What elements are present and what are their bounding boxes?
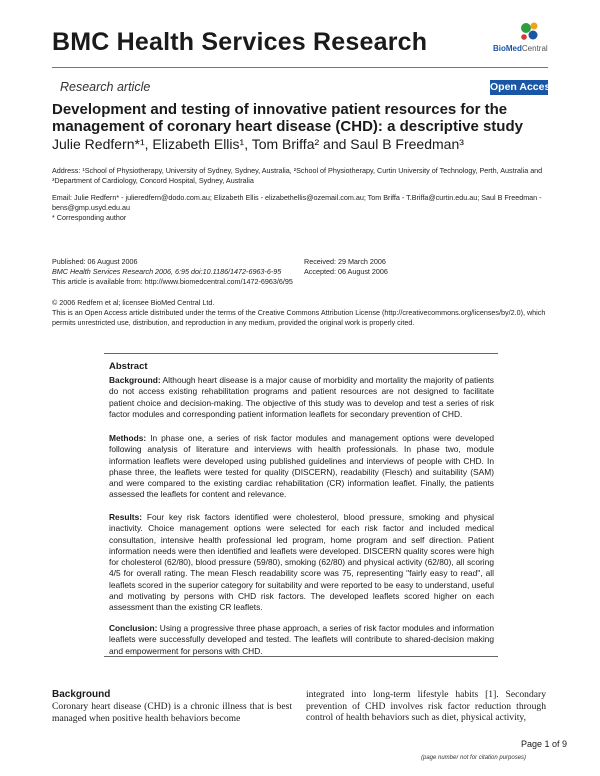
abstract-conclusion-text: Using a progressive three phase approach, a series of risk factor modules and information leaflets were successfully developed and tested. The leaflets will contribute to shared-decision making and empowerment for persons with CHD. bbox=[109, 623, 495, 656]
abstract-background bbox=[109, 375, 494, 420]
journal-title: BMC Health Services Research bbox=[52, 28, 428, 56]
section-heading-background: Background bbox=[52, 689, 111, 700]
author-address: Address: ¹School of Physiotherapy, University of Sydney, Sydney, Australia, ²School of Physiotherapy, Curtin University of Technology, Perth, Australia and ³Department of Cardiology, Concord Hospital, Sydney, Australia bbox=[52, 166, 543, 185]
abstract-results-text: Four key risk factors identified were cholesterol, blood pressure, smoking and physical inactivity. Choice management options were selected for each risk factor and included medical consultation, intensive health professional led program, home program and self direction. Patient information needs were then identified and leaflets were developed. DISCERN quality scores were high for cholesterol (62/80), blood pressure (59/80), smoking (62/80) and physical activity (62/80), all scoring 4/5 for overall rating. The mean Flesch readability score was 75, representing "fairly easy to read", all leaflets scored in the superior category for suitability and were reported to be easy to understand, useful and motivating by persons with CHD risk factors. The developed leaflets scored higher on each assessment than the existing CR leaflets. bbox=[109, 512, 494, 613]
abstract-background-label: Background: bbox=[109, 375, 161, 385]
author-emails: Email: Julie Redfern* - julieredfern@dodo.com.au; Elizabeth Ellis - elizabethellis@ozemail.com.au; Tom Briffa - T.Briffa@curtin.edu.au; Saul B Freedman - bens@gmp.usyd.edu.au bbox=[52, 193, 542, 212]
abstract-background-text: Although heart disease is a major cause of morbidity and mortality the majority of patients do not access existing rehabilitation programs and patient resources are not designed to facilitate patient choice and decision-making. The objective of this study was to develop and test a series of risk factor modules and corresponding patient information leaflets for secondary prevention of CHD. bbox=[109, 375, 494, 419]
abstract-methods bbox=[109, 433, 494, 501]
published-date: Published: 06 August 2006 bbox=[52, 257, 138, 266]
abstract-heading: Abstract bbox=[109, 361, 148, 372]
article-url[interactable]: This article is available from: http://www.biomedcentral.com/1472-6963/6/95 bbox=[52, 277, 293, 286]
corresponding-note: * Corresponding author bbox=[52, 213, 127, 222]
history-info bbox=[304, 257, 504, 277]
abstract-conclusion bbox=[109, 623, 494, 657]
article-type: Research article bbox=[60, 80, 151, 94]
copyright-line: © 2006 Redfern et al; licensee BioMed Central Ltd. bbox=[52, 298, 215, 307]
publication-info bbox=[52, 257, 293, 287]
abstract-results bbox=[109, 512, 494, 614]
abstract-results-label: Results: bbox=[109, 512, 143, 522]
citation: BMC Health Services Research 2006, 6:95 doi:10.1186/1472-6963-6-95 bbox=[52, 267, 282, 276]
page-number-note: (page number not for citation purposes) bbox=[421, 755, 527, 761]
accepted-date: Accepted: 06 August 2006 bbox=[304, 267, 388, 276]
abstract-conclusion-label: Conclusion: bbox=[109, 623, 158, 633]
abstract-methods-label: Methods: bbox=[109, 433, 147, 443]
page-number: Page 1 of 9 bbox=[521, 739, 568, 749]
header-rule bbox=[52, 67, 548, 68]
open-access-badge: Open Access bbox=[490, 81, 557, 93]
biomed-logo-icon bbox=[517, 20, 543, 44]
license-text: This is an Open Access article distributed under the terms of the Creative Commons Attribution License (http://creativecommons.org/licenses/by/2.0), which permits unrestricted use, distribution, and reproduction in any medium, provided the original work is properly cited. bbox=[52, 308, 546, 327]
body-column-left: Coronary heart disease (CHD) is a chronic illness that is best managed when positive health behaviors become bbox=[52, 701, 292, 724]
copyright-block bbox=[52, 298, 552, 328]
author-list: Julie Redfern*¹, Elizabeth Ellis¹, Tom Briffa² and Saul B Freedman³ bbox=[52, 136, 464, 152]
received-date: Received: 29 March 2006 bbox=[304, 257, 386, 266]
article-title: Development and testing of innovative patient resources for the management of coronary heart disease (CHD): a descriptive study bbox=[52, 101, 523, 135]
body-column-right: integrated into long-term lifestyle habits [1]. Secondary prevention of CHD involves risk factor reduction through control of health behaviors such as diet, physical activity, bbox=[306, 689, 546, 723]
logo-text-central: Central bbox=[521, 44, 548, 53]
logo-text-biomed: BioMed bbox=[493, 44, 522, 53]
publisher-logo bbox=[493, 20, 553, 56]
abstract-methods-text: In phase one, a series of risk factor modules and management options were developed following analysis of literature and interviews with health professionals. In phase two, module information leaflets were developed using published guidelines and interviews of people with CHD. In phase three, the leaflets were tested for quality (DISCERN), readability (Flesch) and suitability (SAM) and were compared to the existing cardiac rehabilitation (CR) information leaflet. Finally, the patients assessed the leaflets for content and relevance. bbox=[109, 433, 495, 500]
